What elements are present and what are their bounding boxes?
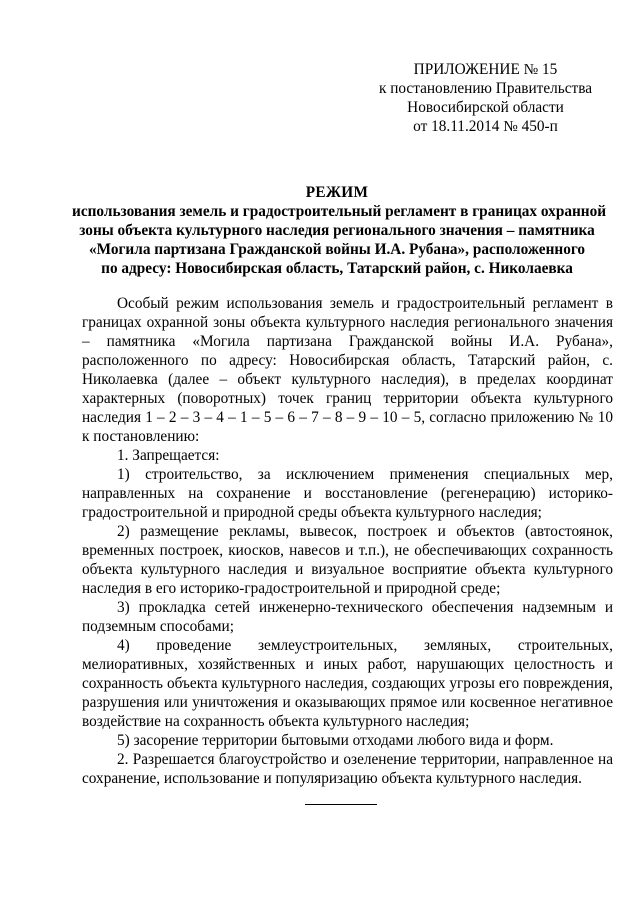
- document-body: [82, 294, 613, 788]
- appendix-region: Новосибирской области: [407, 99, 564, 116]
- appendix-resolution-ref: к постановлению Правительства: [378, 80, 593, 97]
- title-line-4: по адресу: Новосибирская область, Татарский район, с. Николаевка: [101, 260, 573, 277]
- title-main: РЕЖИМ: [305, 184, 369, 201]
- prohibited-item-1: 1) строительство, за исключением применения специальных мер, направленных на сохранение и восстановление (регенерацию) историко-градостроительной и природной среды объекта культурного наследия;: [82, 466, 613, 521]
- title-line-2: зоны объекта культурного наследия регионального значения – памятника: [79, 222, 595, 239]
- prohibited-item-3: 3) прокладка сетей инженерно-технического обеспечения надземным и подземным способами;: [82, 599, 613, 635]
- prohibited-item-2: 2) размещение рекламы, вывесок, построек и объектов (автостоянок, временных построек, киосков, навесов и т.п.), не обеспечивающих сохранность объекта культурного наследия и визуальное восприятие объекта культурного наследия в его историко-градостроительной и природной среде;: [82, 523, 613, 597]
- appendix-header: [368, 60, 603, 136]
- title-line-1: использования земель и градостроительный регламент в границах охранной: [72, 203, 607, 220]
- title-line-3: «Могила партизана Гражданской войны И.А. Рубана», расположенного: [88, 241, 586, 258]
- permitted-paragraph: 2. Разрешается благоустройство и озеленение территории, направленное на сохранение, использование и популяризацию объекта культурного наследия.: [82, 751, 613, 787]
- closing-rule: [305, 804, 377, 805]
- appendix-number: ПРИЛОЖЕНИЕ № 15: [413, 61, 558, 78]
- intro-paragraph: Особый режим использования земель и градостроительный регламент в границах охранной зоны объекта культурного наследия регионального значения – памятника «Могила партизана Гражданской войны И.А. Рубана», расположенного по адресу: Новосибирская область, Татарский район, с. Николаевка (далее – объект культурного наследия), в пределах координат характерных (поворотных) точек границ территории объекта культурного наследия 1 – 2 – 3 – 4 – 1 – 5 – 6 – 7 – 8 – 9 – 10 – 5, согласно приложению № 10 к постановлению:: [82, 295, 613, 445]
- document-title: [72, 183, 607, 278]
- prohibited-item-4: 4) проведение землеустроительных, земляных, строительных, мелиоративных, хозяйственных и иных работ, нарушающих целостность и сохранность объекта культурного наследия, создающих угрозы его повреждения, разрушения или уничтожения и оказывающих прямое или косвенное негативное воздействие на сохранность объекта культурного наследия;: [82, 637, 613, 730]
- appendix-date-number: от 18.11.2014 № 450-п: [413, 118, 558, 135]
- prohibited-heading: 1. Запрещается:: [117, 447, 220, 464]
- prohibited-item-5: 5) засорение территории бытовыми отходами любого вида и форм.: [117, 732, 554, 749]
